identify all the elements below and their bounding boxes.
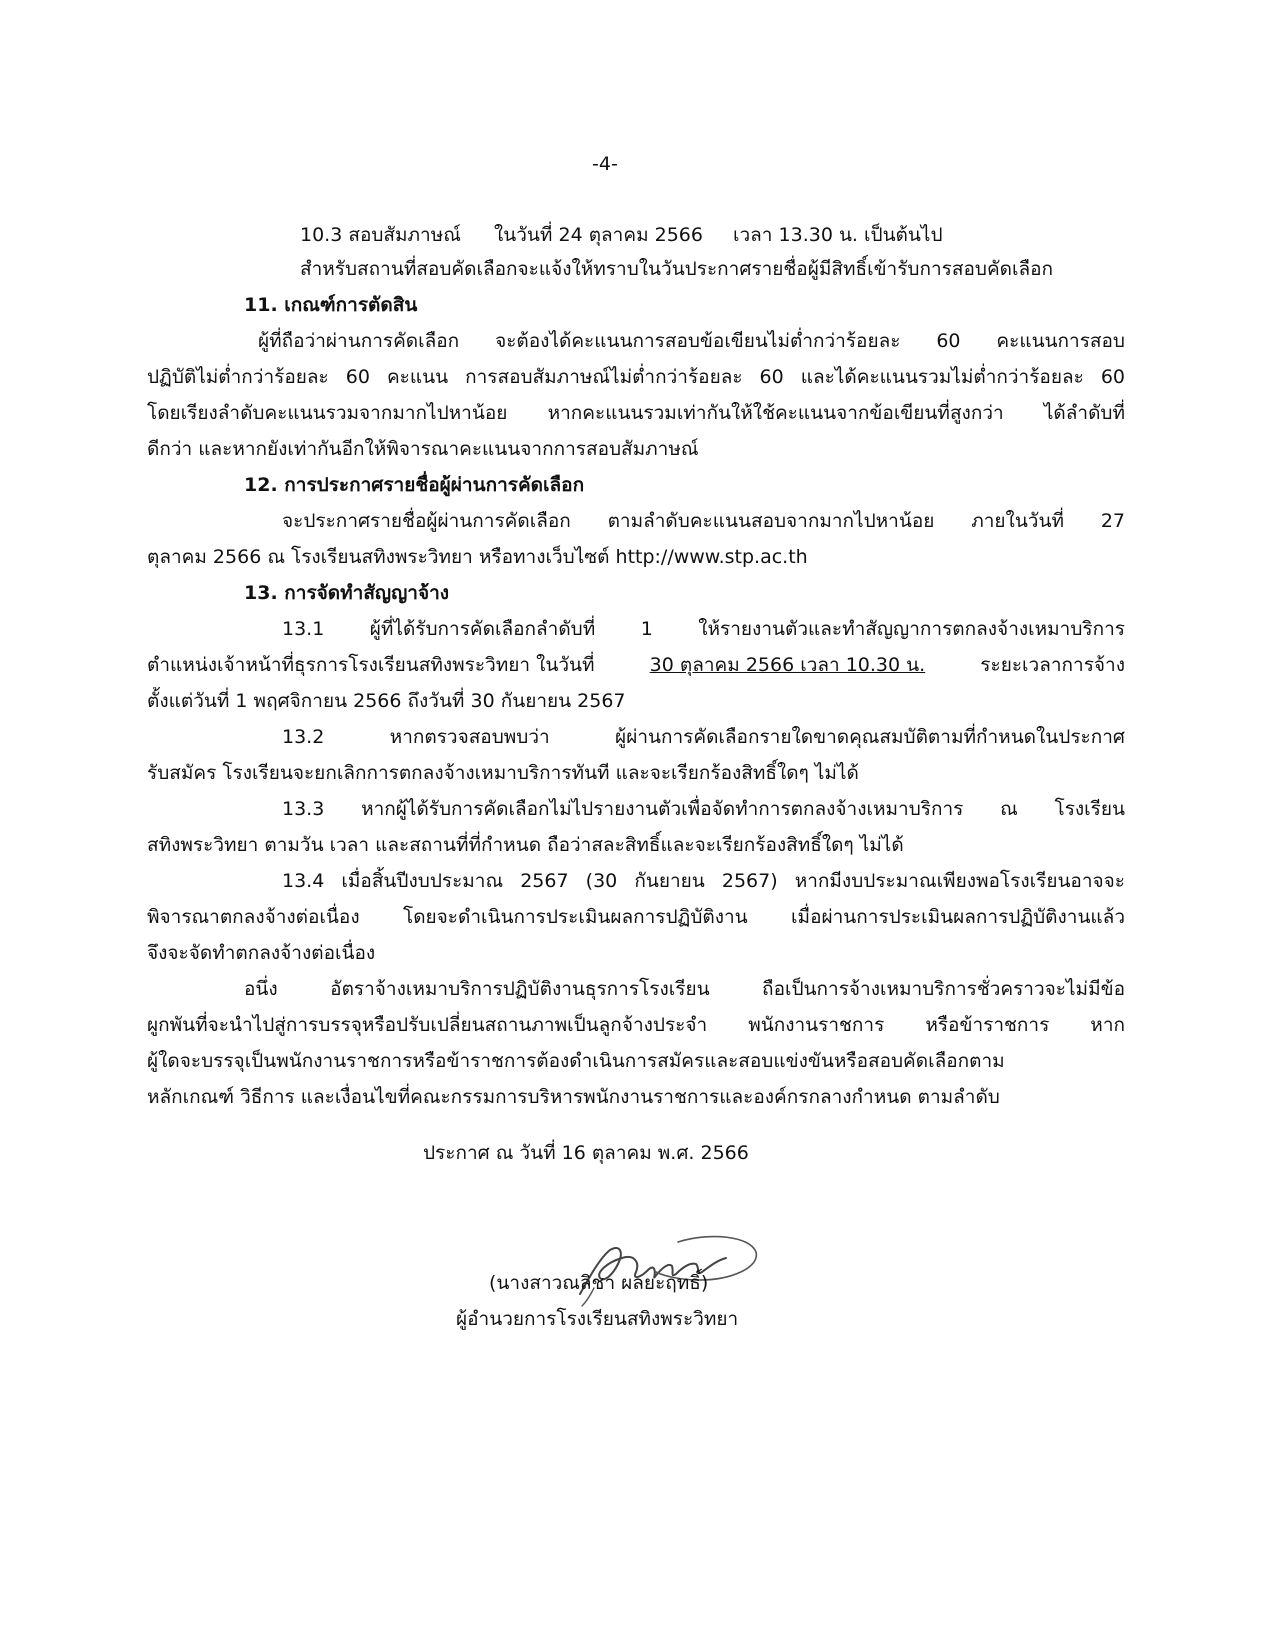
section-11-line-4: ดีกว่า และหากยังเท่ากันอีกให้พิจารณาคะแนนจากการสอบสัมภาษณ์ bbox=[147, 438, 699, 460]
section-13-3-line-1: 13.3 หากผู้ได้รับการคัดเลือกไม่ไปรายงานตัวเพื่อจัดทำการตกลงจ้างเหมาบริการ ณ โรงเรียน bbox=[282, 798, 1125, 820]
item-10-3-note: สำหรับสถานที่สอบคัดเลือกจะแจ้งให้ทราบในวันประกาศรายชื่อผู้มีสิทธิ์เข้ารับการสอบคัดเลือก bbox=[300, 258, 1054, 280]
remark-line-1: อนึ่ง อัตราจ้างเหมาบริการปฏิบัติงานธุรการโรงเรียน ถือเป็นการจ้างเหมาบริการชั่วคราวจะไม่มีข้อ bbox=[244, 978, 1125, 1000]
section-11-line-1: ผู้ที่ถือว่าผ่านการคัดเลือก จะต้องได้คะแนนการสอบข้อเขียนไม่ต่ำกว่าร้อยละ 60 คะแนนการสอบ bbox=[258, 330, 1125, 352]
remark-line-3: ผู้ใดจะบรรจุเป็นพนักงานราชการหรือข้าราชการต้องดำเนินการสมัครและสอบแข่งขันหรือสอบคัดเลือกตาม bbox=[147, 1050, 1005, 1072]
remark-line-2: ผูกพันที่จะนำไปสู่การบรรจุหรือปรับเปลี่ยนสถานภาพเป็นลูกจ้างประจำ พนักงานราชการ หรือข้าราชการ หาก bbox=[147, 1014, 1125, 1036]
section-12-line-1: จะประกาศรายชื่อผู้ผ่านการคัดเลือก ตามลำดับคะแนนสอบจากมากไปหาน้อย ภายในวันที่ 27 bbox=[282, 510, 1125, 532]
section-13-1-line-2-b: ระยะเวลาการจ้าง bbox=[980, 654, 1125, 676]
section-13-1-line-3: ตั้งแต่วันที่ 1 พฤศจิกายน 2566 ถึงวันที่ 30 กันยายน 2567 bbox=[147, 690, 626, 712]
section-13-4-line-3: จึงจะจัดทำตกลงจ้างต่อเนื่อง bbox=[147, 942, 376, 964]
section-13-1-line-2-a: ตำแหน่งเจ้าหน้าที่ธุรการโรงเรียนสทิงพระวิทยา ในวันที่ bbox=[147, 654, 595, 676]
item-10-3-date: ในวันที่ 24 ตุลาคม 2566 bbox=[494, 224, 703, 246]
section-13-4-line-1: 13.4 เมื่อสิ้นปีงบประมาณ 2567 (30 กันยายน 2567) หากมีงบประมาณเพียงพอโรงเรียนอาจจะ bbox=[282, 870, 1125, 892]
section-13-heading: 13. การจัดทำสัญญาจ้าง bbox=[244, 582, 450, 604]
section-13-1-report-datetime: 30 ตุลาคม 2566 เวลา 10.30 น. bbox=[649, 654, 926, 676]
section-13-1-line-1: 13.1 ผู้ที่ได้รับการคัดเลือกลำดับที่ 1 ให้รายงานตัวและทำสัญญาการตกลงจ้างเหมาบริการ bbox=[282, 618, 1125, 640]
section-13-3-line-2: สทิงพระวิทยา ตามวัน เวลา และสถานที่ที่กำหนด ถือว่าสละสิทธิ์และจะเรียกร้องสิทธิ์ใดๆ ไม่ได้ bbox=[147, 834, 904, 856]
section-11-line-2: ปฏิบัติไม่ต่ำกว่าร้อยละ 60 คะแนน การสอบสัมภาษณ์ไม่ต่ำกว่าร้อยละ 60 และได้คะแนนรวมไม่ต่ำกว่าร้อยละ 60 bbox=[147, 366, 1125, 388]
announce-date: ประกาศ ณ วันที่ 16 ตุลาคม พ.ศ. 2566 bbox=[423, 1142, 749, 1164]
page-number: -4- bbox=[592, 153, 618, 175]
section-13-1-line-2 bbox=[147, 651, 1125, 679]
signer-title: ผู้อำนวยการโรงเรียนสทิงพระวิทยา bbox=[456, 1308, 739, 1330]
section-11-heading: 11. เกณฑ์การตัดสิน bbox=[244, 294, 418, 316]
section-13-4-line-2: พิจารณาตกลงจ้างต่อเนื่อง โดยจะดำเนินการประเมินผลการปฏิบัติงาน เมื่อผ่านการประเมินผลการปฏิบัติงานแล้ว bbox=[147, 906, 1125, 928]
section-13-2-line-1: 13.2 หากตรวจสอบพบว่า ผู้ผ่านการคัดเลือกรายใดขาดคุณสมบัติตามที่กำหนดในประกาศ bbox=[282, 726, 1125, 748]
remark-line-4: หลักเกณฑ์ วิธีการ และเงื่อนไขที่คณะกรรมการบริหารพนักงานราชการและองค์กรกลางกำหนด ตามลำดับ bbox=[147, 1086, 1000, 1108]
section-12-line-2: ตุลาคม 2566 ณ โรงเรียนสทิงพระวิทยา หรือทางเว็บไซต์ http://www.stp.ac.th bbox=[147, 546, 808, 568]
item-10-3-time: เวลา 13.30 น. เป็นต้นไป bbox=[733, 224, 943, 246]
item-10-3-label: 10.3 สอบสัมภาษณ์ bbox=[300, 224, 461, 246]
section-11-line-3: โดยเรียงลำดับคะแนนรวมจากมากไปหาน้อย หากคะแนนรวมเท่ากันให้ใช้คะแนนจากข้อเขียนที่สูงกว่า ได้ลำดับที่ bbox=[147, 402, 1125, 424]
section-13-2-line-2: รับสมัคร โรงเรียนจะยกเลิกการตกลงจ้างเหมาบริการทันที และจะเรียกร้องสิทธิ์ใดๆ ไม่ได้ bbox=[147, 762, 859, 784]
section-12-heading: 12. การประกาศรายชื่อผู้ผ่านการคัดเลือก bbox=[244, 474, 585, 496]
signer-name: (นางสาวณลิชา ผลยะฤทธิ์) bbox=[489, 1272, 709, 1294]
